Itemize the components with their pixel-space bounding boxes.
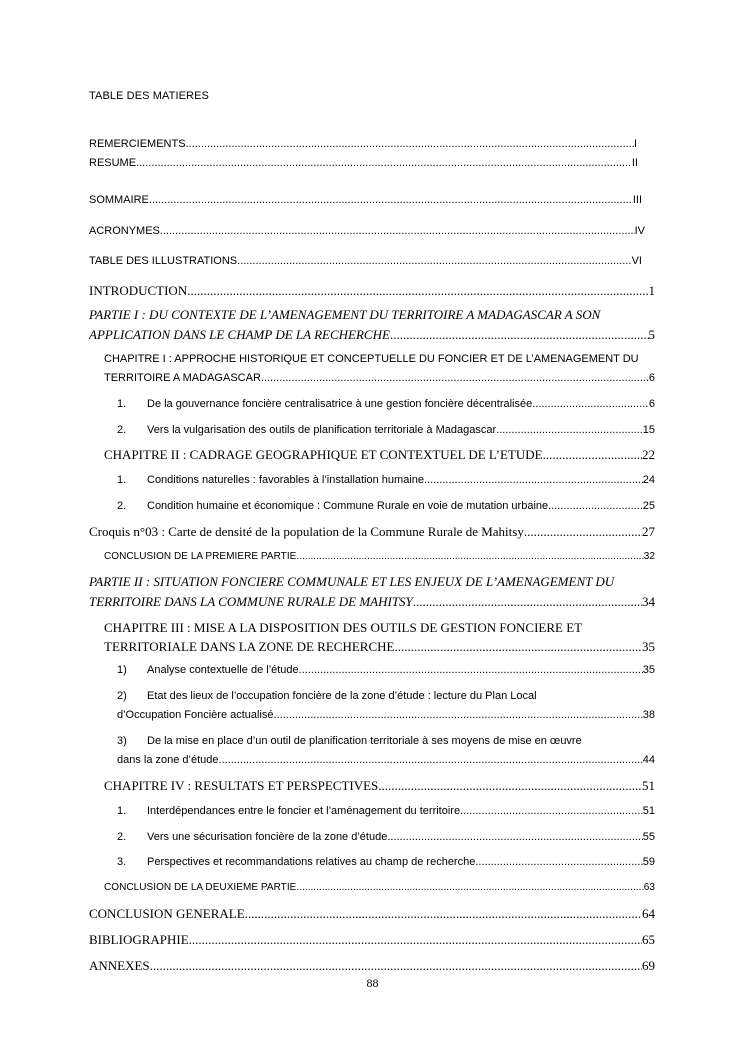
toc-entry-chap1-item2: 2. Vers la vulgarisation des outils de planification territoriale à Madagascar ..... 15: [117, 424, 655, 436]
toc-entry-chap3-item1: 1) Analyse contextuelle de l’étude ..... 35: [117, 664, 655, 676]
toc-entry-bibliographie: BIBLIOGRAPHIE ..... 65: [89, 932, 655, 948]
toc-entry-chap1: TERRITOIRE A MADAGASCAR ..... 6: [104, 372, 655, 384]
toc-chap1-line1: CHAPITRE I : APPROCHE HISTORIQUE ET CONCEPTUELLE DU FONCIER ET DE L’AMENAGEMENT DU: [104, 353, 639, 365]
toc-entry-resume: RESUME ..... II: [89, 157, 638, 169]
toc-entry-partie2: TERRITOIRE DANS LA COMMUNE RURALE DE MAHITSY ..... 34: [89, 594, 655, 610]
toc-entry-chap4-item3: 3. Perspectives et recommandations relatives au champ de recherche ..... 59: [117, 856, 655, 868]
toc-partie2-line1: PARTIE II : SITUATION FONCIERE COMMUNALE ET LES ENJEUX DE L’AMENAGEMENT DU: [89, 574, 615, 589]
toc-entry-remerciements: REMERCIEMENTS ..... I: [89, 138, 637, 150]
toc-entry-croquis: Croquis n°03 : Carte de densité de la population de la Commune Rurale de Mahitsy ..... 27: [89, 524, 655, 540]
toc-entry-conclusion2: CONCLUSION DE LA DEUXIEME PARTIE ..... 63: [104, 882, 655, 893]
toc-entry-chap3-item2: d’Occupation Foncière actualisé ..... 38: [117, 709, 655, 721]
toc-heading: TABLE DES MATIERES: [89, 90, 209, 102]
toc-entry-acronymes: ACRONYMES ..... IV: [89, 225, 645, 237]
toc-entry-chap4-item1: 1. Interdépendances entre le foncier et l’aménagement du territoire ..... 51: [117, 805, 655, 817]
toc-entry-chap1-item1: 1. De la gouvernance foncière centralisatrice à une gestion foncière décentralisée ..... 6: [117, 398, 655, 410]
toc-entry-chap3-item3: dans la zone d’étude ..... 44: [117, 754, 655, 766]
toc-entry-chap3: TERRITORIALE DANS LA ZONE DE RECHERCHE ..... 35: [104, 639, 655, 655]
toc-entry-conclusion1: CONCLUSION DE LA PREMIERE PARTIE ..... 32: [104, 551, 655, 562]
toc-entry-sommaire: SOMMAIRE ..... III: [89, 194, 642, 206]
toc-entry-illustrations: TABLE DES ILLUSTRATIONS ..... VI: [89, 255, 642, 267]
toc-entry-partie1: APPLICATION DANS LE CHAMP DE LA RECHERCHE ..... 5: [89, 327, 655, 343]
toc-entry-conclusion-generale: CONCLUSION GENERALE ..... 64: [89, 906, 655, 922]
toc-entry-annexes: ANNEXES ..... 69: [89, 958, 655, 974]
toc-entry-chap2: CHAPITRE II : CADRAGE GEOGRAPHIQUE ET CONTEXTUEL DE L’ETUDE ..... 22: [104, 447, 655, 463]
toc-chap3-item2-line1: 2) Etat des lieux de l’occupation foncière de la zone d’étude : lecture du Plan Local: [117, 690, 537, 702]
toc-entry-chap4: CHAPITRE IV : RESULTATS ET PERSPECTIVES ..... 51: [104, 778, 655, 794]
toc-entry-chap2-item1: 1. Conditions naturelles : favorables à l’installation humaine ..... 24: [117, 474, 655, 486]
toc-partie1-line1: PARTIE I : DU CONTEXTE DE L’AMENAGEMENT DU TERRITOIRE A MADAGASCAR A SON: [89, 307, 601, 322]
toc-entry-introduction: INTRODUCTION ..... 1: [89, 283, 655, 299]
toc-entry-chap2-item2: 2. Condition humaine et économique : Commune Rurale en voie de mutation urbaine ..... 25: [117, 500, 655, 512]
toc-chap3-item3-line1: 3) De la mise en place d’un outil de planification territoriale à ses moyens de mise en œuvre: [117, 735, 582, 747]
toc-chap3-line1: CHAPITRE III : MISE A LA DISPOSITION DES OUTILS DE GESTION FONCIERE ET: [104, 620, 583, 635]
toc-entry-chap4-item2: 2. Vers une sécurisation foncière de la zone d’étude ..... 55: [117, 831, 655, 843]
page-number: 88: [366, 976, 379, 990]
